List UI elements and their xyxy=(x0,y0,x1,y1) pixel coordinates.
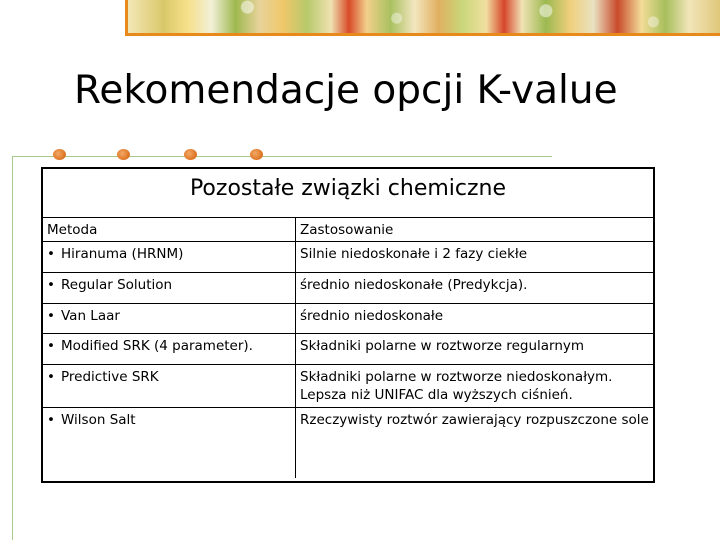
method-name: Wilson Salt xyxy=(61,412,136,428)
table-header-row xyxy=(43,218,653,242)
method-name: Modified SRK (4 parameter). xyxy=(61,338,253,354)
bullet: • xyxy=(47,369,55,385)
bullet: • xyxy=(47,412,55,428)
method-cell xyxy=(43,408,296,478)
table-row xyxy=(43,408,653,478)
application-cell: średnio niedoskonałe (Predykcja). xyxy=(296,273,654,304)
slide-title: Rekomendacje opcji K-value xyxy=(74,68,618,113)
application-cell: Rzeczywisty roztwór zawierający rozpuszczone sole xyxy=(296,408,654,478)
table-row xyxy=(43,365,653,408)
method-cell xyxy=(43,304,296,334)
bullet: • xyxy=(47,246,55,262)
decorative-dot xyxy=(184,149,197,160)
method-cell xyxy=(43,334,296,365)
divider-line-vertical xyxy=(12,157,13,540)
table-row xyxy=(43,273,653,304)
table-row xyxy=(43,334,653,365)
divider-line-horizontal xyxy=(12,156,552,157)
header-application: Zastosowanie xyxy=(296,218,654,242)
decorative-dot xyxy=(117,149,130,160)
method-cell xyxy=(43,242,296,273)
method-name: Regular Solution xyxy=(61,277,173,293)
table-row xyxy=(43,242,653,273)
method-name: Hiranuma (HRNM) xyxy=(61,246,184,262)
methods-table xyxy=(43,217,653,478)
method-name: Van Laar xyxy=(61,308,120,324)
bullet: • xyxy=(47,277,55,293)
application-cell: Składniki polarne w roztworze regularnym xyxy=(296,334,654,365)
application-cell: Składniki polarne w roztworze niedoskonałym. Lepsza niż UNIFAC dla wyższych ciśnień. xyxy=(296,365,654,408)
bullet: • xyxy=(47,308,55,324)
decorative-dot xyxy=(53,149,66,160)
table-row xyxy=(43,304,653,334)
content-panel xyxy=(41,167,655,483)
application-cell: Silnie niedoskonałe i 2 fazy ciekłe xyxy=(296,242,654,273)
method-cell xyxy=(43,273,296,304)
header-method: Metoda xyxy=(43,218,296,242)
application-cell: średnio niedoskonałe xyxy=(296,304,654,334)
bullet: • xyxy=(47,338,55,354)
decorative-dot xyxy=(250,149,263,160)
method-name: Predictive SRK xyxy=(61,369,159,385)
panel-subtitle: Pozostałe związki chemiczne xyxy=(189,176,507,201)
method-cell xyxy=(43,365,296,408)
decorative-banner xyxy=(125,0,720,36)
